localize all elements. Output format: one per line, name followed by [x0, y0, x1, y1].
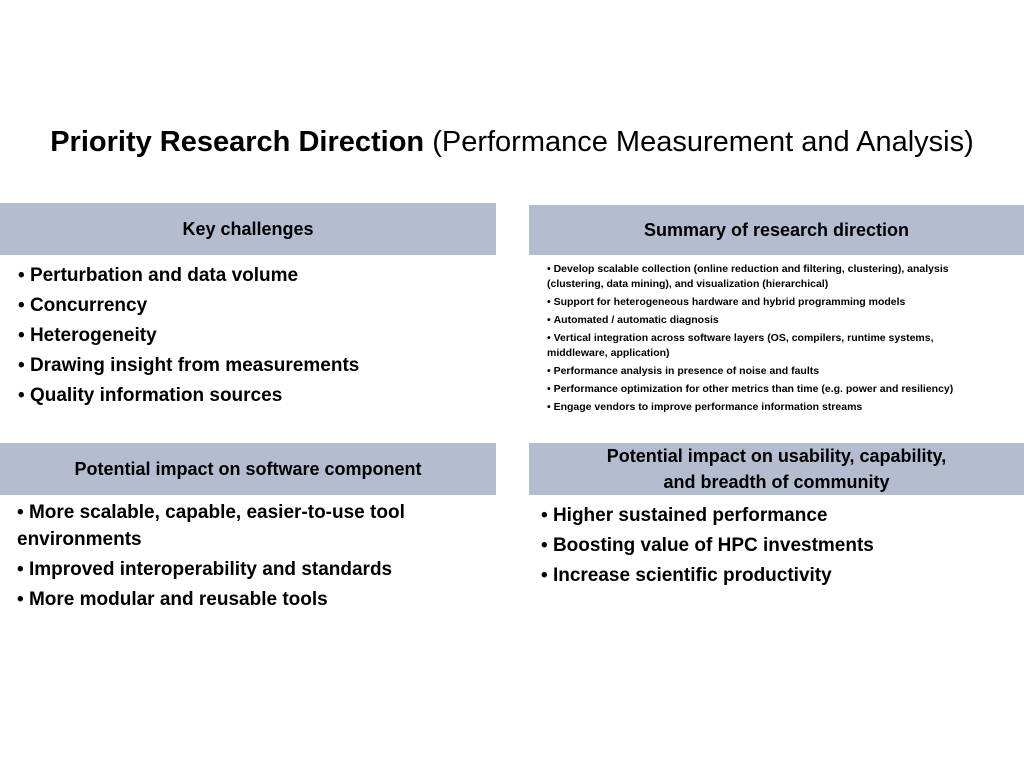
key-challenges-header [0, 203, 496, 255]
software-impact-header-label: Potential impact on software component [74, 459, 422, 479]
usability-impact-list [541, 502, 1011, 589]
software-impact-header [0, 443, 496, 495]
list-item: • Performance optimization for other metrics than time (e.g. power and resiliency) [547, 382, 997, 397]
list-item: • Drawing insight from measurements [18, 353, 488, 378]
usability-impact-header-line2: and breadth of community [663, 472, 890, 492]
list-item: • Boosting value of HPC investments [541, 532, 1011, 559]
title-bold: Priority Research Direction [50, 126, 425, 158]
list-item: • Higher sustained performance [541, 502, 1011, 529]
key-challenges-body [18, 263, 488, 413]
summary-body [547, 262, 997, 418]
list-item: • Performance analysis in presence of noise and faults [547, 364, 997, 379]
list-item: • Engage vendors to improve performance information streams [547, 400, 997, 415]
list-item: • Improved interoperability and standards [17, 556, 457, 583]
list-item: • Heterogeneity [18, 323, 488, 348]
software-impact-list [17, 499, 457, 613]
key-challenges-header-label: Key challenges [182, 219, 314, 239]
list-item: • Support for heterogeneous hardware and hybrid programming models [547, 295, 997, 310]
usability-impact-body [541, 502, 1011, 592]
title-subtitle: (Performance Measurement and Analysis) [432, 126, 974, 158]
list-item: • More scalable, capable, easier-to-use tool environments [17, 499, 457, 553]
list-item: • Automated / automatic diagnosis [547, 313, 997, 328]
list-item: • Quality information sources [18, 383, 488, 408]
list-item: • Concurrency [18, 293, 488, 318]
software-impact-body [17, 499, 457, 616]
list-item: • Increase scientific productivity [541, 562, 1011, 589]
usability-impact-header [529, 443, 1024, 495]
list-item: • More modular and reusable tools [17, 586, 457, 613]
summary-list [547, 262, 997, 415]
list-item: • Vertical integration across software layers (OS, compilers, runtime systems, middleware, application) [547, 331, 997, 361]
list-item: • Perturbation and data volume [18, 263, 488, 288]
key-challenges-list [18, 263, 488, 408]
list-item: • Develop scalable collection (online reduction and filtering, clustering), analysis (clustering, data mining), and visualization (hierarchical) [547, 262, 997, 292]
slide-title [0, 122, 1024, 162]
summary-header [529, 205, 1024, 255]
summary-header-label: Summary of research direction [643, 220, 910, 240]
usability-impact-header-line1: Potential impact on usability, capability, [606, 446, 947, 466]
